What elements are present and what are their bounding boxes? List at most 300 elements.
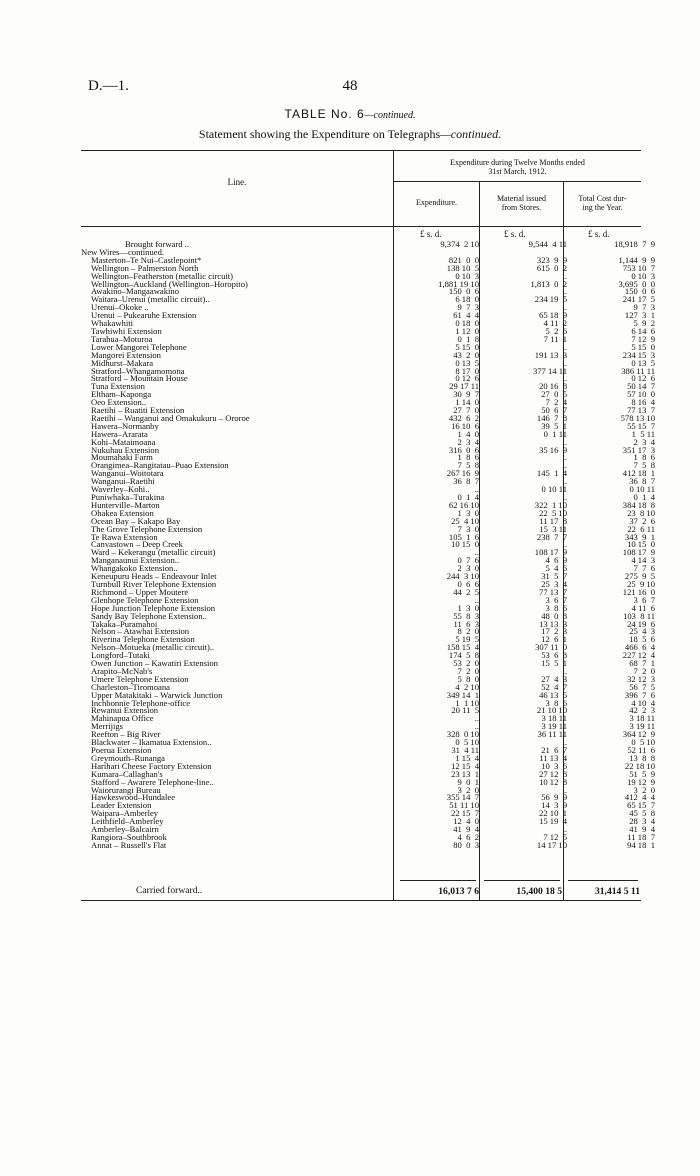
row-expenditure: 10 15 0 — [451, 539, 479, 550]
row-line-name: Eltham–Kaponga — [91, 389, 152, 400]
row-line-name: Arapito–McNab's — [91, 665, 153, 676]
row-expenditure: 7 5 8 — [457, 460, 479, 471]
row-material: 323 9 9 — [536, 254, 567, 265]
row-material: 3 19 11 — [541, 721, 567, 732]
row-total: 753 10 7 — [622, 262, 655, 273]
row-expenditure: 0 13 5 — [455, 357, 479, 368]
row-total: 18,918 7 9 — [614, 239, 655, 249]
row-expenditure: 355 14 7 — [446, 792, 479, 803]
row-line-name: Takaka–Puramahoi — [91, 618, 158, 629]
row-line-name: Urenui–Okoke .. — [91, 302, 149, 313]
row-material: 146 7 8 — [536, 412, 567, 423]
row-expenditure: 41 9 4 — [453, 824, 479, 835]
row-line-name: Turnbull River Telephone Extension — [91, 578, 217, 589]
row-expenditure: 1 8 6 — [457, 452, 479, 463]
row-line-name: Keneupuru Heads – Endeavour Inlet — [91, 571, 217, 582]
table-row — [81, 444, 655, 455]
currency-header-material: £ s. d. — [504, 229, 526, 239]
row-material: 3 18 11 — [541, 713, 567, 724]
row-material: 48 0 8 — [541, 610, 567, 621]
row-expenditure: 138 10 5 — [446, 262, 479, 273]
row-line-name: The Grove Telephone Extension — [91, 523, 203, 534]
row-total: 0 5 10 — [631, 737, 655, 748]
row-line-name: Whangakoko Extension.. — [91, 563, 178, 574]
row-total: 37 2 6 — [629, 515, 655, 526]
row-expenditure: 61 4 4 — [453, 310, 479, 321]
row-line-name: Tuna Extension — [91, 381, 145, 392]
row-line-name: Lower Mangorei Telephone — [91, 341, 187, 352]
table-row — [81, 428, 655, 439]
row-line-name: Leader Extension — [91, 800, 152, 811]
row-expenditure: 7 3 0 — [457, 523, 479, 534]
row-total: 23 8 10 — [627, 507, 655, 518]
row-line-name: Midhurst–Makara — [91, 357, 154, 368]
column-header-material: Material issued from Stores. — [496, 194, 547, 212]
row-total: 7 2 0 — [633, 665, 655, 676]
table-row — [81, 468, 655, 479]
row-total: 65 15 7 — [627, 800, 655, 811]
row-material: 27 0 5 — [541, 389, 567, 400]
row-expenditure: 1 4 0 — [457, 428, 479, 439]
row-expenditure: 51 11 10 — [449, 800, 479, 811]
row-expenditure: 0 7 6 — [457, 555, 479, 566]
row-expenditure: 80 0 3 — [453, 839, 479, 850]
row-line-name: Canvastown – Deep Creek — [91, 539, 183, 550]
row-material: 17 2 3 — [541, 626, 567, 637]
row-material: 36 11 11 — [537, 729, 567, 740]
row-material: .. — [562, 270, 567, 281]
row-total: 364 12 9 — [622, 729, 655, 740]
row-total: 1,144 9 9 — [618, 254, 655, 265]
row-expenditure: 316 0 6 — [448, 444, 479, 455]
row-total: 2 3 4 — [633, 436, 655, 447]
row-expenditure: 9 7 3 — [457, 302, 479, 313]
row-line-name: Upper Matakitaki – Warwick Junction — [91, 689, 223, 700]
row-line-name: Urenui – Pukearuhe Extension — [91, 310, 197, 321]
row-total: 3 2 0 — [633, 784, 655, 795]
row-expenditure: .. — [474, 484, 479, 495]
column-header-expenditure: Expenditure. — [415, 198, 458, 207]
row-expenditure: 36 8 7 — [453, 476, 479, 487]
row-line-name: Oeo Extension.. — [91, 397, 147, 408]
row-line-name: Wanganui–Raetihi — [91, 476, 155, 487]
row-total: 9 7 3 — [633, 302, 655, 313]
row-expenditure: 23 13 1 — [451, 768, 479, 779]
row-line-name: Richmond – Upper Moutere — [91, 586, 189, 597]
row-material: .. — [562, 539, 567, 550]
row-expenditure: 4 6 2 — [457, 831, 479, 842]
row-material: 21 10 10 — [536, 705, 567, 716]
row-material: 27 4 3 — [541, 673, 567, 684]
row-total: 0 1 4 — [633, 492, 655, 502]
row-total: 343 9 1 — [624, 531, 655, 542]
row-expenditure: 0 12 6 — [455, 373, 479, 384]
row-material: .. — [562, 286, 567, 297]
row-line-name: Umere Telephone Extension — [91, 673, 189, 684]
row-material: 7 2 4 — [545, 397, 567, 408]
row-line-name: Riverina Telephone Extension — [91, 634, 195, 645]
expenditure-table-body — [81, 239, 655, 850]
row-line-name: Nelson–Motueka (metallic circuit).. — [91, 642, 215, 653]
row-expenditure: 44 2 5 — [453, 586, 479, 597]
row-expenditure: 31 4 11 — [451, 745, 479, 755]
row-material: .. — [562, 357, 567, 368]
row-material: .. — [562, 784, 567, 795]
row-material: 615 0 2 — [536, 262, 567, 273]
row-material: 0 10 11 — [541, 484, 567, 495]
row-line-name: Rangiora–Southbrook — [91, 831, 167, 842]
row-expenditure: 8 17 0 — [455, 365, 479, 376]
row-material: 13 13 3 — [539, 618, 567, 629]
table-row — [81, 776, 655, 787]
row-total: 3,695 0 0 — [618, 278, 655, 289]
row-expenditure: .. — [474, 594, 479, 605]
row-total: 351 17 3 — [622, 444, 655, 455]
row-material: 145 1 4 — [536, 468, 567, 479]
row-material: 10 12 8 — [539, 776, 567, 787]
row-expenditure: 9,374 2 10 — [440, 239, 479, 249]
row-total: 384 18 8 — [622, 499, 655, 510]
table-row — [81, 239, 655, 249]
row-line-name: Leithfield–Amberley — [91, 816, 164, 827]
row-material: 21 6 7 — [541, 745, 567, 755]
row-line-name: Owen Junction – Kawatiri Extension — [91, 658, 218, 669]
row-total: 19 12 9 — [627, 776, 655, 787]
row-expenditure: 12 15 4 — [451, 760, 479, 771]
row-expenditure: 12 4 0 — [453, 816, 479, 827]
row-material: 3 6 7 — [545, 594, 567, 605]
row-total: 3 6 7 — [633, 594, 655, 605]
row-expenditure: 53 2 0 — [453, 658, 479, 669]
row-total: 4 10 4 — [631, 697, 655, 708]
row-material: 15 19 4 — [539, 816, 567, 827]
row-expenditure: 7 2 0 — [457, 665, 479, 676]
row-total: 1 8 6 — [633, 452, 655, 463]
row-total: 108 17 9 — [622, 547, 655, 558]
row-material: 238 7 7 — [536, 531, 567, 542]
row-expenditure: 821 0 0 — [448, 254, 479, 265]
row-material: 15 5 1 — [541, 658, 567, 669]
row-line-name: Masterton–Te Nui–Castlepoint* — [91, 254, 202, 265]
row-material: 15 3 11 — [539, 523, 567, 534]
row-line-name: Merrijigs — [91, 721, 123, 732]
row-total: 28 3 4 — [629, 816, 655, 827]
row-material: 5 4 6 — [545, 563, 567, 574]
row-total: 25 4 3 — [629, 626, 655, 637]
carried-forward-total: 31,414 5 11 — [594, 886, 640, 897]
row-material: 5 2 6 — [545, 325, 567, 336]
row-line-name: Ohakea Extension — [91, 507, 154, 518]
row-expenditure: 62 16 10 — [448, 499, 479, 510]
row-total: 234 15 3 — [622, 349, 655, 360]
header-bottom-rule — [81, 226, 641, 227]
row-line-name: Charleston–Tiromoana — [91, 681, 170, 692]
row-material: 322 1 10 — [534, 499, 567, 510]
currency-header-expenditure: £ s. d. — [420, 229, 442, 239]
row-line-name: Wellington–Auckland (Wellington–Horopito) — [91, 278, 248, 289]
header-top-rule — [81, 150, 641, 151]
row-expenditure: 328 0 10 — [446, 729, 479, 740]
row-expenditure: 25 4 10 — [451, 515, 479, 526]
table-row — [81, 658, 655, 669]
row-material: 14 3 9 — [541, 800, 567, 811]
row-line-name: Mangorei Extension — [91, 349, 161, 360]
row-material: 22 10 1 — [539, 808, 567, 819]
row-material: 0 1 11 — [543, 428, 567, 439]
row-total: 24 19 6 — [627, 618, 655, 629]
row-line-name: Waiorurangi Bureau — [91, 784, 161, 795]
row-material: 10 3 6 — [541, 760, 567, 771]
row-material: 77 13 7 — [539, 586, 567, 597]
row-line-name: Reefton – Big River — [91, 729, 161, 740]
row-total: 22 18 10 — [624, 760, 655, 771]
row-total: 57 10 0 — [627, 389, 655, 400]
row-material: .. — [562, 460, 567, 471]
row-total: 41 9 4 — [629, 824, 655, 835]
row-material: .. — [562, 436, 567, 447]
totals-rule-exp — [400, 880, 476, 881]
row-material: 3 8 6 — [545, 602, 567, 613]
row-expenditure: 0 10 3 — [455, 270, 479, 281]
carried-forward-expenditure: 16,013 7 6 — [438, 886, 479, 897]
row-total: 45 5 8 — [629, 808, 655, 819]
row-expenditure: 30 9 7 — [453, 389, 479, 400]
row-expenditure: 0 6 6 — [457, 578, 479, 589]
row-total: 127 3 1 — [624, 310, 655, 321]
row-expenditure: 432 6 2 — [448, 412, 479, 423]
row-expenditure: 5 19 5 — [455, 634, 479, 645]
row-material: 11 17 8 — [539, 515, 567, 526]
row-material: .. — [562, 373, 567, 384]
row-total: 275 9 5 — [624, 571, 655, 582]
row-expenditure: 27 7 0 — [453, 405, 479, 416]
row-expenditure: 1 3 0 — [457, 602, 479, 613]
row-material: 4 6 9 — [545, 555, 567, 566]
row-material: 234 19 5 — [534, 294, 567, 305]
row-total: 56 7 5 — [629, 681, 655, 692]
column-group-header: Expenditure during Twelve Months ended 31st March, 1912. — [450, 158, 585, 176]
row-line-name: Inchbonnie Telephone-office — [91, 697, 191, 708]
row-total: 386 11 11 — [621, 365, 655, 376]
carried-forward-label: Carried forward.. — [136, 885, 203, 896]
row-total: 68 7 1 — [629, 658, 655, 669]
row-material: 12 6 1 — [541, 634, 567, 645]
row-material: 20 16 8 — [539, 381, 567, 392]
row-expenditure: 267 16 9 — [446, 468, 479, 479]
row-total: 3 19 11 — [629, 721, 655, 732]
row-expenditure: 2 3 0 — [457, 563, 479, 574]
row-total: 7 12 9 — [631, 333, 655, 344]
row-material: 377 14 11 — [532, 365, 567, 376]
row-expenditure: 0 1 8 — [457, 333, 479, 344]
row-expenditure: 0 18 0 — [455, 318, 479, 329]
row-line-name: Moumahaki Farm — [91, 452, 153, 463]
row-expenditure: 105 1 6 — [448, 531, 479, 542]
row-line-name: Hunterville–Marton — [91, 499, 160, 510]
row-line-name: Ward – Kekerangu (metallic circuit) — [91, 547, 216, 558]
row-total: 55 15 7 — [627, 420, 655, 431]
row-material: .. — [562, 452, 567, 463]
header-group-rule — [393, 181, 641, 182]
row-line-name: Greymouth–Runanga — [91, 752, 165, 763]
row-line-name: Blackwater – Ikamatua Extension.. — [91, 737, 212, 748]
row-line-name: Hawera–Ararata — [91, 428, 148, 439]
row-expenditure: 158 15 4 — [446, 642, 479, 653]
row-line-name: Tawhiwhi Extension — [91, 325, 162, 336]
totals-rule-mat — [484, 880, 560, 881]
document-code: D.—1. — [88, 78, 129, 94]
row-line-name: Raetihi – Ruatiti Extension — [91, 405, 185, 416]
row-line-name: Sandy Bay Telephone Extension.. — [91, 610, 207, 621]
row-expenditure: 11 6 3 — [453, 618, 479, 629]
row-total: 7 5 8 — [633, 460, 655, 471]
table-row — [81, 294, 655, 305]
row-material: 56 9 9 — [541, 792, 567, 803]
row-material: 46 13 5 — [539, 689, 567, 700]
row-line-name: Amberley–Balcairn — [91, 824, 159, 835]
row-total: 6 14 6 — [631, 325, 655, 336]
row-material: 52 4 7 — [541, 681, 567, 692]
row-expenditure: 174 5 8 — [448, 650, 479, 661]
row-total: 4 14 3 — [631, 555, 655, 566]
row-total: 11 18 7 — [627, 831, 655, 842]
row-material: .. — [562, 737, 567, 748]
row-line-name: Wellington–Featherston (metallic circuit) — [91, 270, 234, 281]
row-line-name: Waitara–Urenui (metallic circuit).. — [91, 294, 210, 305]
row-line-name: Harihari Cheese Factory Extension — [91, 760, 212, 771]
row-total: 241 17 5 — [622, 294, 655, 305]
column-header-total: Total Cost dur- ing the Year. — [578, 194, 627, 212]
row-expenditure: 4 2 10 — [455, 681, 479, 692]
bottom-rule — [81, 900, 641, 901]
row-total: 466 6 4 — [624, 642, 655, 653]
row-material: 307 11 0 — [535, 642, 567, 653]
row-line-name: Wellington – Palmerston North — [91, 262, 199, 273]
row-expenditure: .. — [474, 721, 479, 732]
table-row — [81, 484, 655, 495]
row-line-name: Raetihi – Wanganui and Omakukuru – Ororoe — [91, 412, 250, 423]
row-material: 14 17 10 — [536, 839, 567, 850]
table-row — [81, 816, 655, 827]
row-line-name: Longford–Tutaki — [91, 650, 150, 661]
row-total: 578 13 10 — [620, 412, 655, 423]
row-material: 3 8 6 — [545, 697, 567, 708]
row-line-name: Annat – Russell's Flat — [91, 839, 167, 850]
row-line-name: Poerua Extension — [91, 745, 152, 755]
row-line-name: Brought forward .. — [125, 239, 189, 249]
totals-rule-tot — [568, 880, 638, 881]
row-total: 227 12 4 — [622, 650, 655, 661]
table-title: TABLE No. 6—continued. — [284, 107, 416, 121]
row-total: 4 11 6 — [631, 602, 655, 613]
row-expenditure: 22 15 7 — [451, 808, 479, 819]
row-expenditure: 0 5 10 — [455, 737, 479, 748]
row-material: 7 11 1 — [543, 333, 567, 344]
row-line-name: Rewanui Extension — [91, 705, 159, 716]
row-material: .. — [562, 476, 567, 487]
row-line-name: Nukuhau Extension — [91, 444, 160, 455]
row-total: 7 7 6 — [633, 563, 655, 574]
row-material: 191 13 3 — [534, 349, 567, 360]
row-expenditure: 43 2 0 — [453, 349, 479, 360]
row-line-name: Ocean Bay – Kakapo Bay — [91, 515, 181, 526]
row-line-name: Glenhope Telephone Extension — [91, 594, 199, 605]
row-expenditure: 1 15 4 — [455, 752, 479, 763]
row-expenditure: 3 2 0 — [457, 784, 479, 795]
row-expenditure: 55 8 3 — [453, 610, 479, 621]
row-line-name: Whakawhiti — [91, 318, 133, 329]
row-line-name: Wanganui–Woitotara — [91, 468, 164, 479]
row-total: 0 12 6 — [631, 373, 655, 384]
row-expenditure: 16 10 6 — [451, 420, 479, 431]
row-expenditure: 1 3 0 — [457, 507, 479, 518]
row-total: 5 15 0 — [631, 341, 655, 352]
row-line-name: Hawkeswood–Hundalee — [91, 792, 176, 803]
row-total: 103 8 11 — [623, 610, 655, 621]
row-material: 22 5 10 — [539, 507, 567, 518]
row-total: 0 10 3 — [631, 270, 655, 281]
row-material: 108 17 9 — [534, 547, 567, 558]
row-total: 22 6 11 — [627, 523, 655, 534]
row-line-name: Manganaunui Extension.. — [91, 555, 180, 566]
row-expenditure: .. — [474, 547, 479, 558]
row-line-name: Mahinapua Office — [91, 713, 154, 724]
row-expenditure: 2 3 4 — [457, 436, 479, 447]
row-total: 0 10 11 — [629, 484, 655, 495]
row-material: 11 13 4 — [539, 752, 567, 763]
row-line-name: Kumara–Callaghan's — [91, 768, 163, 779]
row-total: 121 16 0 — [622, 586, 655, 597]
row-material: 27 12 8 — [539, 768, 567, 779]
row-material: 4 11 2 — [543, 318, 567, 329]
table-row — [81, 349, 655, 360]
row-material: 39 5 1 — [541, 420, 567, 431]
row-total: 94 18 1 — [627, 839, 655, 850]
table-subtitle: Statement showing the Expenditure on Telegraphs—continued. — [198, 127, 502, 141]
row-expenditure: 29 17 11 — [449, 381, 479, 392]
row-line-name: Te Rawa Extension — [91, 531, 158, 542]
row-total: 5 9 2 — [633, 318, 655, 329]
row-expenditure: 1 1 10 — [455, 697, 479, 708]
row-expenditure: 1,881 19 10 — [438, 278, 479, 289]
row-total: 3 18 11 — [629, 713, 655, 724]
row-expenditure: 1 12 0 — [455, 325, 479, 336]
row-expenditure: .. — [474, 713, 479, 724]
carried-forward-material: 15,400 18 5 — [516, 886, 562, 897]
table-row — [81, 839, 655, 850]
row-total: 77 13 7 — [627, 405, 655, 416]
column-header-line: Line. — [227, 177, 247, 187]
row-expenditure: 349 14 1 — [446, 689, 479, 700]
currency-header-total: £ s. d. — [588, 229, 610, 239]
row-line-name: Stratford–Whangamomona — [91, 365, 185, 376]
row-material: .. — [562, 824, 567, 835]
row-total: 42 2 3 — [629, 705, 655, 716]
row-line-name: Kohi–Mataimoana — [91, 436, 156, 447]
row-total: 32 12 3 — [627, 673, 655, 684]
row-total: 51 5 9 — [629, 768, 655, 779]
row-line-name: Waipara–Amberley — [91, 808, 159, 819]
row-expenditure: 5 15 0 — [455, 341, 479, 352]
row-line-name: Hawera–Normanby — [91, 420, 159, 431]
row-material: 65 18 9 — [539, 310, 567, 321]
row-total: 1 5 11 — [631, 428, 655, 439]
row-line-name: Stafford – Awarere Telephone-line.. — [91, 776, 214, 787]
row-total: 52 11 6 — [627, 745, 655, 755]
row-material: .. — [562, 302, 567, 313]
page-number: 48 — [342, 78, 358, 94]
row-line-name: Puniwhaka–Turakina — [91, 492, 165, 502]
